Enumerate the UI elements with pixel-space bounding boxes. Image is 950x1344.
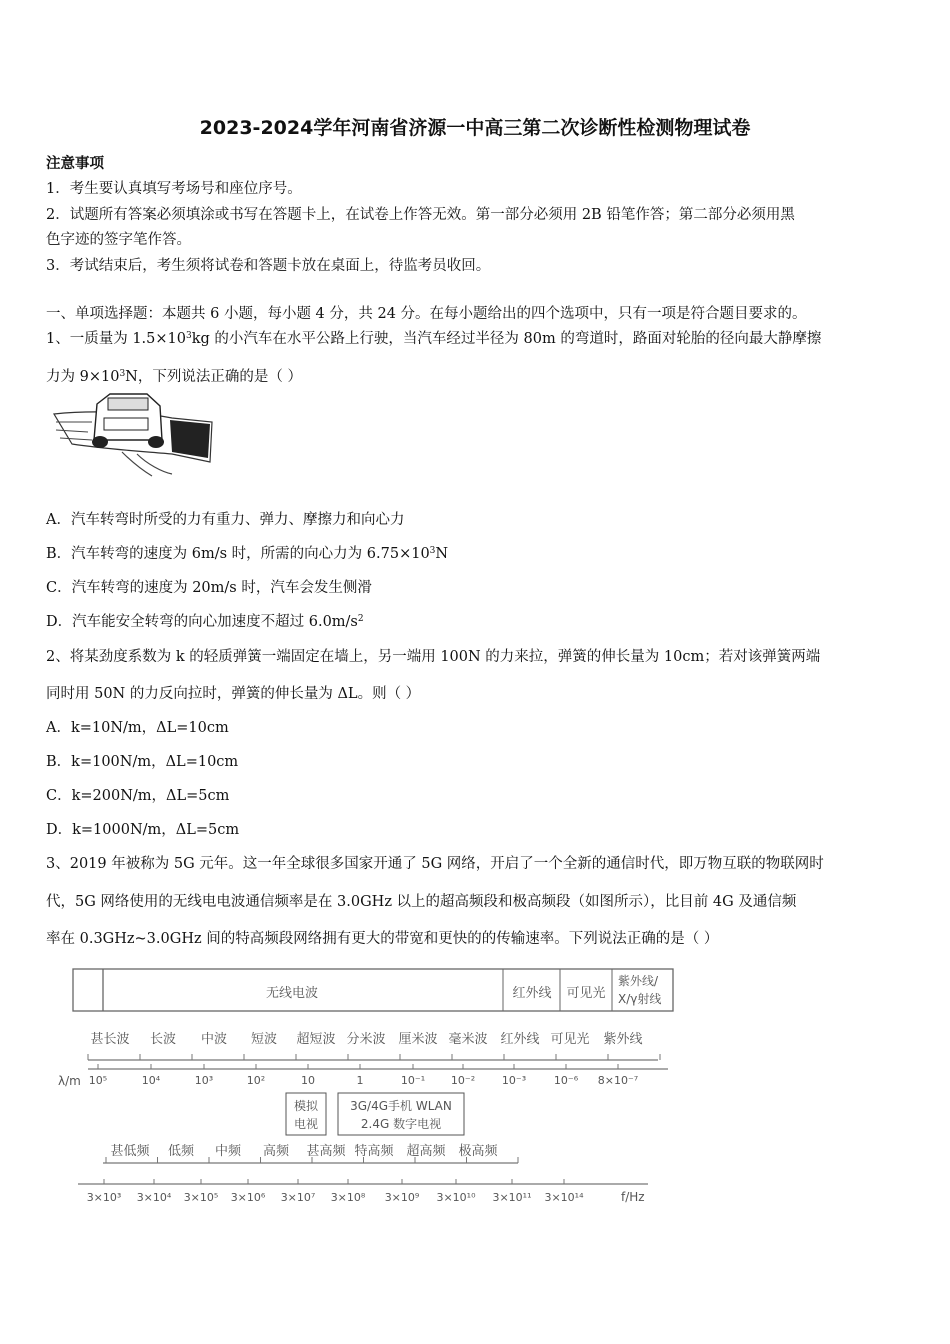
lambda-tick-label: 10⁻³ <box>501 1074 527 1087</box>
analog-tv-label: 电视 <box>293 1117 319 1131</box>
q1-stem-line2: 力为 $9\times 10^3N$，下列说法正确的是（ ） <box>46 369 302 385</box>
band-label: 无线电波 <box>265 986 319 1001</box>
freq-tick-label: 3×10¹⁰ <box>436 1191 476 1204</box>
freq-band-label: 甚低频 <box>110 1144 150 1159</box>
freq-tick-label: 3×10¹¹ <box>492 1191 532 1204</box>
notice-item: 3．考试结束后，考生须将试卷和答题卡放在桌面上，待监考员收回。 <box>46 258 491 274</box>
q3-stem-line1: 3、2019 年被称为 5G 元年。这一年全球很多国家开通了 5G 网络，开启了一个全新的通信时代，即万物互联的物联网时 <box>46 856 824 872</box>
q1-stem-line1: 1、一质量为 $1.5\times 10^3kg$ 的小汽车在水平公路上行驶，当汽车经过半径为 80m 的弯道时，路面对轮胎的径向最大静摩擦 <box>46 331 822 347</box>
freq-tick-label: 3×10⁴ <box>136 1191 172 1204</box>
freq-band-label: 甚高频 <box>306 1144 346 1159</box>
q1-option-a: A．汽车转弯时所受的力有重力、弹力、摩擦力和向心力 <box>46 512 405 528</box>
band-label: 红外线 <box>512 986 552 1001</box>
lambda-tick-label: 10⁵ <box>88 1074 108 1087</box>
lambda-tick-label: 8×10⁻⁷ <box>597 1074 639 1087</box>
mobile-wlan-label: 2.4G 数字电视 <box>360 1117 442 1131</box>
wave-band-label: 长波 <box>149 1032 177 1047</box>
lambda-tick-label: 10² <box>246 1074 266 1087</box>
freq-tick-label: 3×10⁵ <box>183 1191 219 1204</box>
freq-band-label: 超高频 <box>406 1144 446 1159</box>
wave-band-label: 厘米波 <box>398 1032 438 1047</box>
band-label: 可见光 <box>566 986 606 1001</box>
freq-band-label: 中频 <box>214 1144 242 1159</box>
q2-option-c: C．k=200N/m，ΔL=5cm <box>46 788 230 804</box>
q2-stem-line2: 同时用 50N 的力反向拉时，弹簧的伸长量为 ΔL。则（ ） <box>46 686 421 702</box>
car-turning-illustration <box>52 392 214 482</box>
q2-option-b: B．k=100N/m，ΔL=10cm <box>46 754 239 770</box>
freq-tick-label: 3×10¹⁴ <box>544 1191 584 1204</box>
freq-tick-label: 3×10⁶ <box>230 1191 266 1204</box>
q1-option-d: D．汽车能安全转弯的向心加速度不超过 $6.0m/s^2$ <box>46 614 364 630</box>
wave-band-label: 红外线 <box>500 1032 540 1047</box>
lambda-tick-label: 10⁻² <box>450 1074 476 1087</box>
lambda-tick-label: 10⁻⁶ <box>553 1074 579 1087</box>
q2-option-a: A．k=10N/m，ΔL=10cm <box>46 720 229 736</box>
wave-band-label: 可见光 <box>550 1032 590 1047</box>
q1-option-b: B．汽车转弯的速度为 6m/s 时，所需的向心力为 $6.75\times 10^3N$ <box>46 546 449 562</box>
q2-option-d: D．k=1000N/m，ΔL=5cm <box>46 822 240 838</box>
band-label: X/γ射线 <box>618 992 662 1006</box>
freq-axis-label: f/Hz <box>621 1190 645 1204</box>
wave-band-label: 分米波 <box>346 1032 386 1047</box>
wave-band-label: 甚长波 <box>90 1032 130 1047</box>
freq-tick-label: 3×10⁹ <box>384 1191 420 1204</box>
wave-band-label: 超短波 <box>296 1032 336 1047</box>
freq-band-label: 极高频 <box>458 1144 498 1159</box>
q1-option-c: C．汽车转弯的速度为 20m/s 时，汽车会发生侧滑 <box>46 580 372 596</box>
freq-band-label: 高频 <box>262 1144 290 1159</box>
lambda-tick-label: 1 <box>356 1074 364 1087</box>
em-spectrum-diagram <box>58 965 698 1215</box>
freq-band-label: 特高频 <box>354 1144 394 1159</box>
notice-item: 2．试题所有答案必须填涂或书写在答题卡上，在试卷上作答无效。第一部分必须用 2B 铅笔作答；第二部分必须用黑 <box>46 207 795 223</box>
notice-heading: 注意事项 <box>46 155 104 172</box>
wave-band-label: 紫外线 <box>603 1032 643 1047</box>
lambda-tick-label: 10⁴ <box>141 1074 161 1087</box>
freq-band-label: 低频 <box>167 1144 195 1159</box>
q2-stem-line1: 2、将某劲度系数为 k 的轻质弹簧一端固定在墙上，另一端用 100N 的力来拉，弹簧的伸长量为 10cm；若对该弹簧两端 <box>46 649 821 665</box>
freq-tick-label: 3×10³ <box>86 1191 122 1204</box>
analog-tv-label: 模拟 <box>293 1099 319 1113</box>
q3-stem-line2: 代，5G 网络使用的无线电电波通信频率是在 3.0GHz 以上的超高频段和极高频段（如图所示），比目前 4G 及通信频 <box>46 894 797 910</box>
wave-band-label: 短波 <box>250 1032 278 1047</box>
notice-item: 1．考生要认真填写考场号和座位序号。 <box>46 181 302 197</box>
freq-tick-label: 3×10⁷ <box>280 1191 316 1204</box>
wave-band-label: 毫米波 <box>448 1032 488 1047</box>
wave-band-label: 中波 <box>200 1032 228 1047</box>
mobile-wlan-label: 3G/4G手机 WLAN <box>350 1099 452 1113</box>
band-label: 紫外线/ <box>618 974 659 988</box>
q3-stem-line3: 率在 0.3GHz~3.0GHz 间的特高频段网络拥有更大的带宽和更快的的传输速率。下列说法正确的是（ ） <box>46 931 719 947</box>
section-heading: 一、单项选择题：本题共 6 小题，每小题 4 分，共 24 分。在每小题给出的四个选项中，只有一项是符合题目要求的。 <box>46 306 807 322</box>
freq-tick-label: 3×10⁸ <box>330 1191 366 1204</box>
notice-item: 色字迹的签字笔作答。 <box>46 232 191 248</box>
page-title: 2023-2024学年河南省济源一中高三第二次诊断性检测物理试卷 <box>199 117 751 139</box>
lambda-tick-label: 10³ <box>194 1074 214 1087</box>
lambda-tick-label: 10 <box>301 1074 315 1087</box>
lambda-tick-label: 10⁻¹ <box>400 1074 426 1087</box>
lambda-axis-label: λ/m <box>58 1074 81 1088</box>
